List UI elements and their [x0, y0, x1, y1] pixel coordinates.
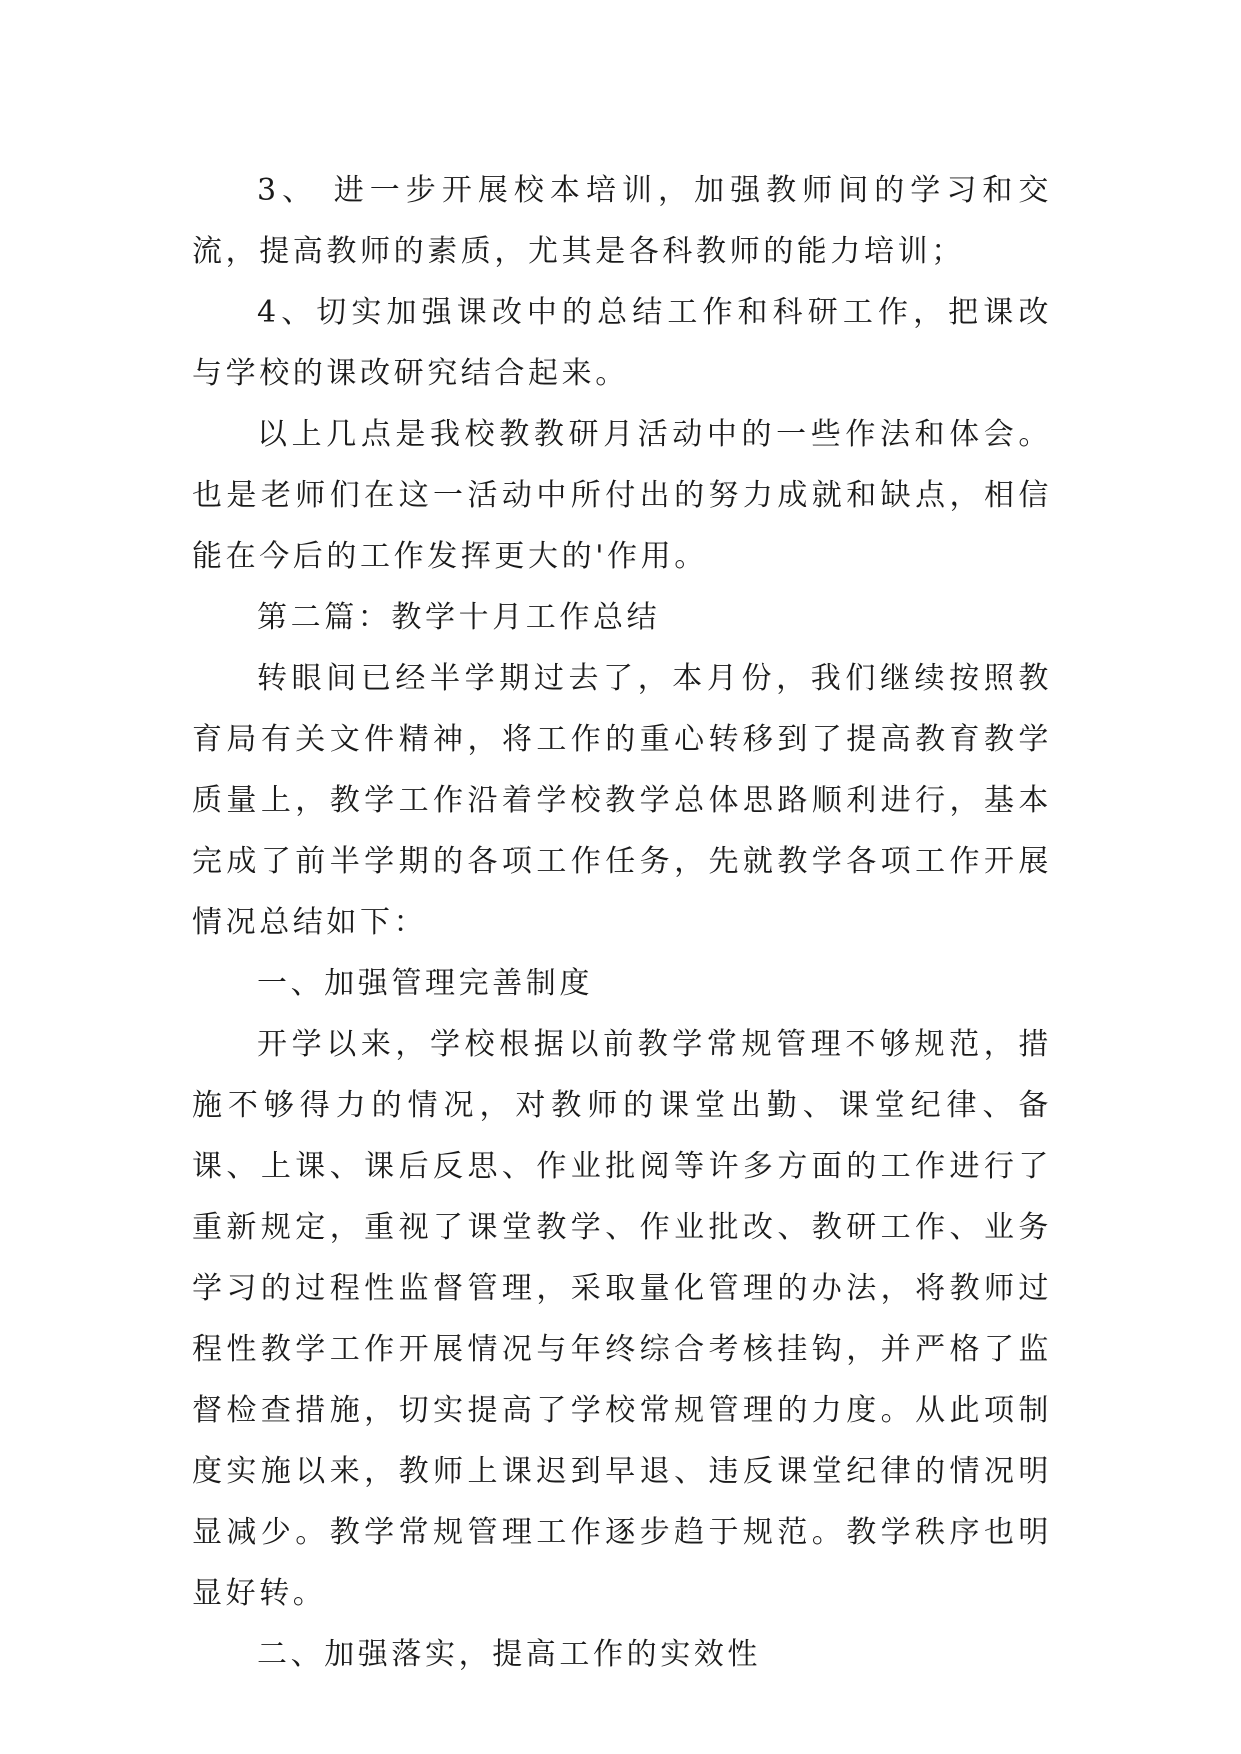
- paragraph-intro: 转眼间已经半学期过去了，本月份，我们继续按照教育局有关文件精神，将工作的重心转移到了提高教育教学质量上，教学工作沿着学校教学总体思路顺利进行，基本完成了前半学期的各项工作任务，先就教学各项工作开展情况总结如下：: [192, 661, 1052, 940]
- paragraph-item-3: 3、 进一步开展校本培训，加强教师间的学习和交流，提高教师的素质，尤其是各科教师的能力培训；: [192, 173, 1052, 269]
- paragraph-item-4: 4、切实加强课改中的总结工作和科研工作，把课改与学校的课改研究结合起来。: [192, 295, 1052, 391]
- section-heading-second-article: 第二篇：教学十月工作总结: [257, 600, 661, 635]
- document-body: [192, 160, 1052, 1685]
- paragraph-conclusion: 以上几点是我校教教研月活动中的一些作法和体会。也是老师们在这一活动中所付出的努力成就和缺点，相信能在今后的工作发挥更大的'作用。: [192, 417, 1052, 574]
- section-heading-two: 二、加强落实，提高工作的实效性: [257, 1637, 761, 1672]
- paragraph-management: 开学以来，学校根据以前教学常规管理不够规范，措施不够得力的情况，对教师的课堂出勤、课堂纪律、备课、上课、课后反思、作业批阅等许多方面的工作进行了重新规定，重视了课堂教学、作业批改、教研工作、业务学习的过程性监督管理，采取量化管理的办法，将教师过程性教学工作开展情况与年终综合考核挂钩，并严格了监督检查措施，切实提高了学校常规管理的力度。从此项制度实施以来，教师上课迟到早退、违反课堂纪律的情况明显减少。教学常规管理工作逐步趋于规范。教学秩序也明显好转。: [192, 1027, 1052, 1611]
- section-heading-one: 一、加强管理完善制度: [257, 966, 593, 1001]
